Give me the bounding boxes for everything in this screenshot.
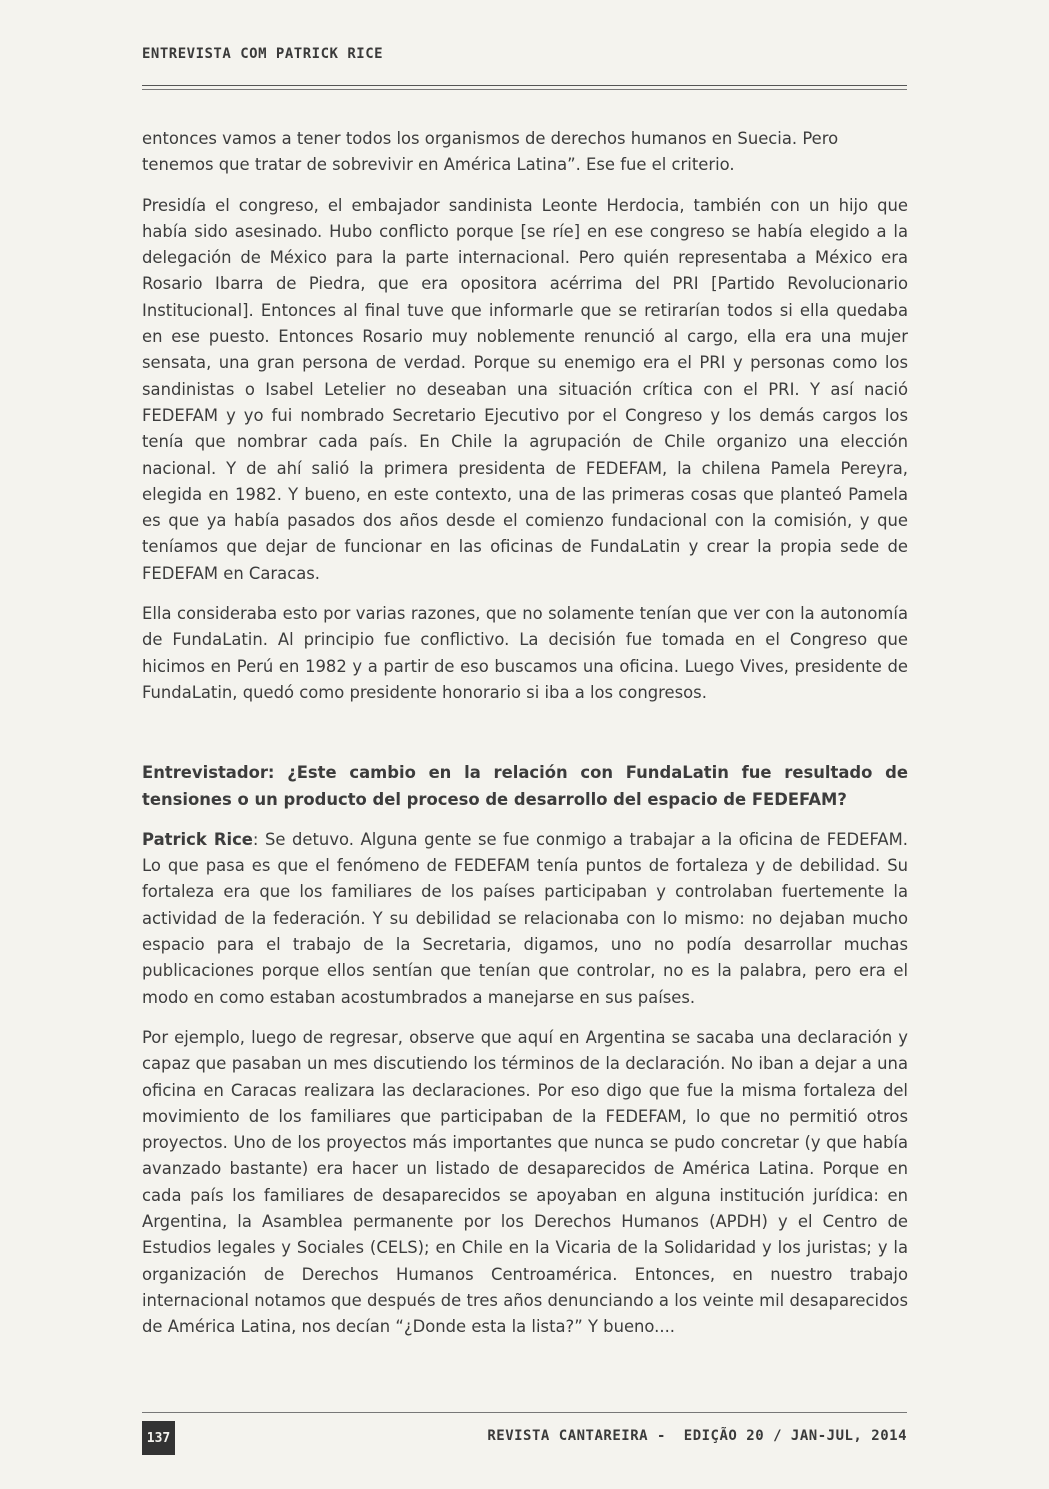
- running-title: ENTREVISTA COM PATRICK RICE: [142, 46, 384, 62]
- publication-info: REVISTA CANTAREIRA - EDIÇÃO 20 / JAN-JUL, 2014: [487, 1428, 907, 1444]
- interviewer-question: Entrevistador: ¿Este cambio en la relación con FundaLatin fue resultado de tensiones o un producto del proceso de desarrollo del espacio de FEDEFAM?: [142, 763, 908, 809]
- answer-paragraph: [142, 827, 908, 1011]
- header-rule: [142, 85, 907, 90]
- paragraph: Por ejemplo, luego de regresar, observe que aquí en Argentina se sacaba una declaración y capaz que pasaban un mes discutiendo los términos de la declaración. No iban a dejar a una oficina en Caracas realizara las declaraciones. Por eso digo que fue la misma fortaleza del movimiento de los familiares que participaban de la FEDEFAM, lo que no permitió otros proyectos. Uno de los proyectos más importantes que nunca se pudo concretar (y que había avanzado bastante) era hacer un listado de desaparecidos de América Latina. Porque en cada país los familiares de desaparecidos se apoyaban en alguna institución jurídica: en Argentina, la Asamblea permanente por los Derechos Humanos (APDH) y el Centro de Estudios legales y Sociales (CELS); en Chile en la Vicaria de la Solidaridad y los juristas; y la organización de Derechos Humanos Centroamérica. Entonces, en nuestro trabajo internacional notamos que después de tres años denunciando a los veinte mil desaparecidos de América Latina, nos decían “¿Donde esta la lista?” Y bueno....: [142, 1027, 908, 1337]
- page-number: 137: [142, 1421, 175, 1455]
- paragraph: Presidía el congreso, el embajador sandinista Leonte Herdocia, también con un hijo que había sido asesinado. Hubo conflicto porque [se ríe] en ese congreso se había elegido a la delegación de México para la parte internacional. Pero quién representaba a México era Rosario Ibarra de Piedra, que era opositora acérrima del PRI [Partido Revolucionario Institucional]. Entonces al final tuve que informarle que se retirarían todos si ella quedaba en ese puesto. Entonces Rosario muy noblemente renunció al cargo, ella era una mujer sensata, una gran persona de verdad. Porque su enemigo era el PRI y personas como los sandinistas o Isabel Letelier no deseaban una situación crítica con el PRI. Y así nació FEDEFAM y yo fui nombrado Secretario Ejecutivo por el Congreso y los demás cargos los tenía que nombrar cada país. En Chile la agrupación de Chile organizo una elección nacional. Y de ahí salió la primera presidenta de FEDEFAM, la chilena Pamela Pereyra, elegida en 1982. Y bueno, en este contexto, una de las primeras cosas que planteó Pamela es que ya había pasados dos años desde el comienzo fundacional con la comisión, y que teníamos que dejar de funcionar en las oficinas de FundaLatin y crear la propia sede de FEDEFAM en Caracas.: [142, 195, 908, 583]
- paragraph: entonces vamos a tener todos los organismos de derechos humanos en Suecia. Pero tenemos que tratar de sobrevivir en América Latina”. Ese fue el criterio.: [142, 129, 839, 175]
- answer-text: : Se detuvo. Alguna gente se fue conmigo a trabajar a la oficina de FEDEFAM. Lo que pasa es que el fenómeno de FEDEFAM tenía puntos de fortaleza y de debilidad. Su fortaleza era que los familiares de los países participaban y controlaban fuertemente la actividad de la federación. Y su debilidad se relacionaba con lo mismo: no dejaban mucho espacio para el trabajo de la Secretaria, digamos, uno no podía desarrollar muchas publicaciones porque ellos sentían que tenían que controlar, no es la palabra, pero era el modo en como estaban acostumbrados a manejarse en sus países.: [142, 829, 908, 1007]
- speaker-name: Patrick Rice: [142, 829, 253, 849]
- section-spacer: [142, 720, 908, 760]
- article-body: [142, 126, 908, 1354]
- paragraph: Ella consideraba esto por varias razones, que no solamente tenían que ver con la autonomía de FundaLatin. Al principio fue conflictivo. La decisión fue tomada en el Congreso que hicimos en Perú en 1982 y a partir de eso buscamos una oficina. Luego Vives, presidente de FundaLatin, quedó como presidente honorario si iba a los congresos.: [142, 604, 908, 702]
- footer-rule: [142, 1412, 907, 1413]
